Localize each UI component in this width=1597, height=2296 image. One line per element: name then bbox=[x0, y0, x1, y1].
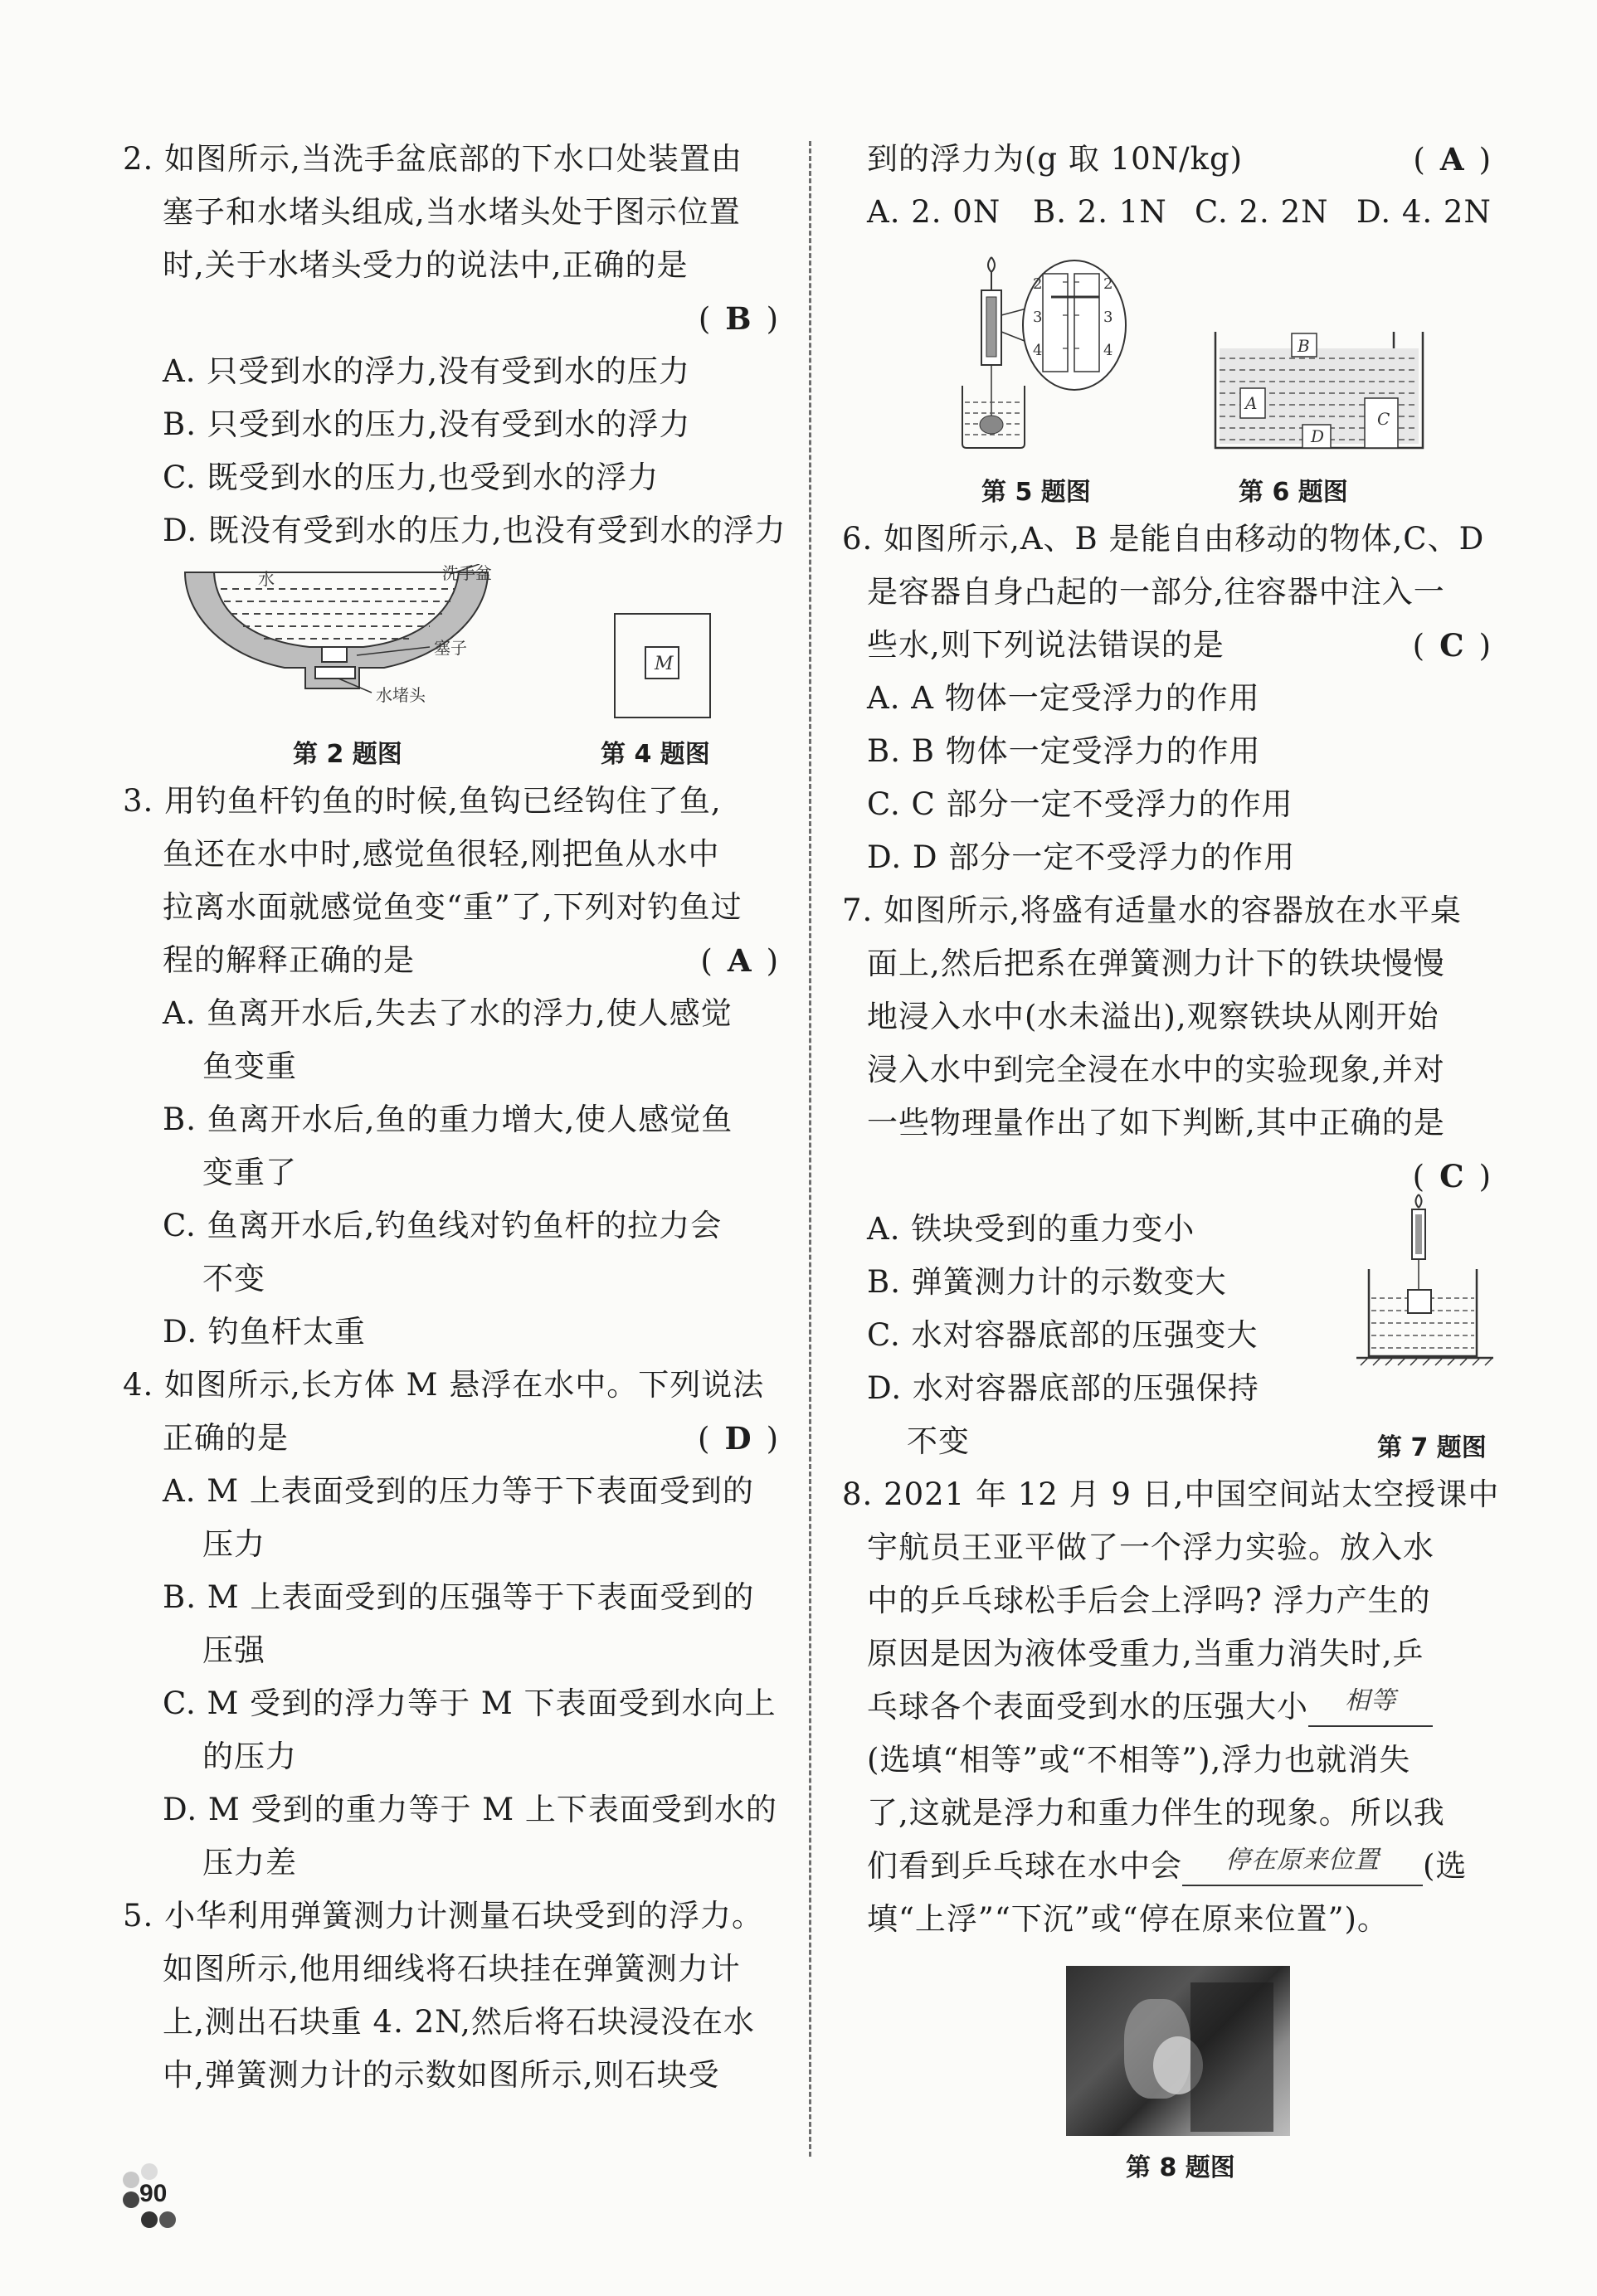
answer-blank-1: 相等 bbox=[1308, 1681, 1433, 1727]
question-text: 一些物理量作出了如下判断,其中正确的是 bbox=[867, 1105, 1445, 1141]
answer-blank-2: 停在原来位置 bbox=[1182, 1840, 1423, 1886]
option-b: B. M 上表面受到的压强等于下表面受到的 bbox=[163, 1579, 755, 1615]
option-c: C. 2. 2N bbox=[1195, 194, 1329, 230]
page-number: 90 bbox=[139, 2180, 168, 2207]
option-a: A. 铁块受到的重力变小 bbox=[867, 1211, 1195, 1247]
figure-7-caption: 第 7 题图 bbox=[1377, 1433, 1487, 1462]
question-text: 中,弹簧测力计的示数如图所示,则石块受 bbox=[163, 2057, 720, 2093]
question-5-cont bbox=[867, 133, 1506, 186]
figure-4-caption: 第 4 题图 bbox=[601, 740, 710, 769]
option-d: D. 钓鱼杆太重 bbox=[163, 1314, 366, 1350]
container-abcd-drawing bbox=[1215, 332, 1423, 448]
question-4 bbox=[123, 1359, 793, 1890]
figure-8 bbox=[867, 1966, 1506, 2182]
question-7 bbox=[842, 884, 1506, 1468]
answer-mark: (C) bbox=[1412, 627, 1506, 664]
question-text: 6. 如图所示,A、B 是能自由移动的物体,C、D bbox=[842, 521, 1485, 557]
left-column bbox=[123, 133, 793, 2102]
tick-2-left: 2 bbox=[1033, 275, 1043, 293]
option-d: D. M 受到的重力等于 M 上下表面受到水的 bbox=[163, 1792, 777, 1827]
option-c: C. C 部分一定不受浮力的作用 bbox=[867, 786, 1293, 822]
question-text: 到的浮力为(g 取 10N/kg) bbox=[867, 141, 1244, 177]
question-text bbox=[123, 934, 793, 987]
option-b: B. 弹簧测力计的示数变大 bbox=[867, 1264, 1227, 1300]
answer-letter: A bbox=[727, 942, 767, 979]
option-d-cont: 不变 bbox=[907, 1423, 970, 1459]
question-text: 了,这就是浮力和重力伴生的现象。所以我 bbox=[867, 1795, 1445, 1831]
label-A: A bbox=[1245, 393, 1258, 413]
option-b-cont: 压强 bbox=[202, 1632, 265, 1668]
tick-2-right: 2 bbox=[1103, 275, 1113, 293]
question-text-part: 们看到乒乓球在水中会 bbox=[867, 1848, 1182, 1884]
column-divider bbox=[809, 141, 811, 2157]
hex-dot bbox=[141, 2211, 158, 2228]
option-d: D. D 部分一定不受浮力的作用 bbox=[867, 839, 1296, 875]
question-text bbox=[867, 619, 1506, 672]
question-text: 上,测出石块重 4. 2N,然后将石块浸没在水 bbox=[163, 2004, 755, 2040]
space-class-photo bbox=[1066, 1966, 1290, 2136]
question-text: 8. 2021 年 12 月 9 日,中国空间站太空授课中 bbox=[842, 1476, 1500, 1512]
option-d: D. 水对容器底部的压强保持 bbox=[867, 1370, 1259, 1406]
question-text: 2. 如图所示,当洗手盆底部的下水口处装置由 bbox=[123, 141, 743, 177]
option-c-cont: 的压力 bbox=[202, 1739, 297, 1774]
question-text bbox=[867, 1681, 1506, 1734]
tick-3-left: 3 bbox=[1033, 309, 1043, 326]
figure-5-caption: 第 5 题图 bbox=[981, 478, 1091, 507]
option-d: D. 4. 2N bbox=[1356, 194, 1492, 230]
question-text: 填“上浮”“下沉”或“停在原来位置”)。 bbox=[867, 1901, 1389, 1937]
question-text: 中的乒乓球松手后会上浮吗? 浮力产生的 bbox=[867, 1583, 1431, 1618]
answer-letter: A bbox=[1439, 141, 1479, 178]
tick-4-left: 4 bbox=[1033, 342, 1043, 359]
answer-mark: (B) bbox=[698, 300, 793, 337]
plug-label: 塞子 bbox=[434, 638, 467, 658]
question-text-part: 乓球各个表面受到水的压强大小 bbox=[867, 1689, 1308, 1724]
water-label: 水 bbox=[258, 569, 275, 589]
option-a: A. 鱼离开水后,失去了水的浮力,使人感觉 bbox=[163, 995, 733, 1031]
hex-dot bbox=[141, 2163, 158, 2180]
answer-letter: B bbox=[725, 300, 767, 337]
option-b: B. B 物体一定受浮力的作用 bbox=[867, 733, 1261, 769]
question-3 bbox=[123, 775, 793, 1359]
question-text: 如图所示,他用细线将石块挂在弹簧测力计 bbox=[163, 1951, 741, 1987]
figures-2-4 bbox=[123, 557, 793, 775]
question-text: (选填“相等”或“不相等”),浮力也就消失 bbox=[867, 1742, 1411, 1778]
option-d: D. 既没有受到水的压力,也没有受到水的浮力 bbox=[163, 513, 786, 548]
figures-5-6 bbox=[867, 239, 1506, 513]
answer-mark: (A) bbox=[1413, 141, 1506, 178]
question-text: 鱼还在水中时,感觉鱼很轻,刚把鱼从水中 bbox=[163, 836, 720, 872]
hex-dot bbox=[123, 2191, 139, 2208]
option-a: A. A 物体一定受浮力的作用 bbox=[867, 680, 1260, 716]
label-B: B bbox=[1298, 336, 1310, 356]
question-2 bbox=[123, 133, 793, 557]
answer-mark: (C) bbox=[1412, 1158, 1506, 1194]
question-text bbox=[123, 1412, 793, 1465]
figure-2-caption: 第 2 题图 bbox=[293, 740, 402, 769]
question-8 bbox=[842, 1468, 1506, 1946]
question-text: 4. 如图所示,长方体 M 悬浮在水中。下列说法 bbox=[123, 1367, 765, 1403]
option-a: A. M 上表面受到的压力等于下表面受到的 bbox=[163, 1473, 754, 1509]
question-text: 浸入水中到完全浸在水中的实验现象,并对 bbox=[867, 1052, 1445, 1087]
option-b-cont: 变重了 bbox=[202, 1155, 297, 1190]
question-6 bbox=[842, 513, 1506, 884]
answer-mark: (D) bbox=[698, 1420, 793, 1457]
option-a-cont: 压力 bbox=[202, 1526, 265, 1562]
question-text: 原因是因为液体受重力,当重力消失时,乒 bbox=[867, 1636, 1424, 1671]
question-text: 面上,然后把系在弹簧测力计下的铁块慢慢 bbox=[867, 946, 1445, 981]
right-column bbox=[842, 133, 1506, 2182]
option-c: C. 鱼离开水后,钓鱼线对钓鱼杆的拉力会 bbox=[163, 1208, 723, 1243]
basin-diagram bbox=[123, 564, 793, 730]
answer-letter: D bbox=[724, 1420, 767, 1457]
container-with-M bbox=[615, 614, 710, 718]
question-5-options bbox=[867, 186, 1506, 239]
option-c-cont: 不变 bbox=[202, 1261, 265, 1296]
question-5 bbox=[123, 1890, 793, 2102]
tank-with-spring-scale-drawing bbox=[1352, 1186, 1502, 1410]
option-b: B. 鱼离开水后,鱼的重力增大,使人感觉鱼 bbox=[163, 1102, 733, 1137]
answer-line bbox=[123, 292, 793, 345]
hex-dot bbox=[159, 2211, 176, 2228]
question-text: 7. 如图所示,将盛有适量水的容器放在水平桌 bbox=[842, 893, 1462, 928]
answer-mark: (A) bbox=[700, 942, 793, 979]
question-text: 拉离水面就感觉鱼变“重”了,下列对钓鱼过 bbox=[163, 889, 743, 925]
question-text: 宇航员王亚平做了一个浮力实验。放入水 bbox=[867, 1530, 1434, 1565]
question-7-options-figure bbox=[867, 1203, 1506, 1468]
question-text: 5. 小华利用弹簧测力计测量石块受到的浮力。 bbox=[123, 1898, 764, 1934]
tick-4-right: 4 bbox=[1103, 342, 1113, 359]
tick-3-right: 3 bbox=[1103, 309, 1113, 326]
block-M-label: M bbox=[655, 654, 674, 674]
answer-letter: C bbox=[1439, 1158, 1479, 1194]
option-d-cont: 压力差 bbox=[202, 1845, 297, 1880]
question-text: 是容器自身凸起的一部分,往容器中注入一 bbox=[867, 574, 1445, 610]
option-a-cont: 鱼变重 bbox=[202, 1048, 297, 1084]
hex-dot bbox=[123, 2172, 139, 2188]
label-C: C bbox=[1377, 409, 1390, 429]
label-D: D bbox=[1311, 426, 1325, 446]
question-text: 塞子和水堵头组成,当水堵头处于图示位置 bbox=[163, 194, 741, 230]
option-a: A. 只受到水的浮力,没有受到水的压力 bbox=[163, 353, 691, 389]
question-text: 地浸入水中(水未溢出),观察铁块从刚开始 bbox=[867, 999, 1439, 1034]
question-text-end: 程的解释正确的是 bbox=[163, 942, 415, 978]
question-text: 时,关于水堵头受力的说法中,正确的是 bbox=[163, 247, 689, 283]
figure-6-caption: 第 6 题图 bbox=[1239, 478, 1348, 507]
answer-letter: C bbox=[1439, 627, 1479, 664]
figure-8-caption: 第 8 题图 bbox=[1126, 2153, 1235, 2182]
stopper-label: 水堵头 bbox=[376, 685, 426, 705]
basin-label: 洗手盆 bbox=[442, 564, 492, 583]
figures-5-6-drawing bbox=[867, 249, 1506, 473]
option-c: C. M 受到的浮力等于 M 下表面受到水向上 bbox=[163, 1686, 777, 1721]
question-text bbox=[867, 1840, 1506, 1893]
option-c: C. 水对容器底部的压强变大 bbox=[867, 1317, 1259, 1353]
question-text-end: 正确的是 bbox=[163, 1420, 289, 1456]
option-a: A. 2. 0N bbox=[867, 194, 1001, 230]
spring-scale-drawing bbox=[962, 257, 1126, 448]
option-c: C. 既受到水的压力,也受到水的浮力 bbox=[163, 460, 660, 495]
option-b: B. 2. 1N bbox=[1033, 194, 1167, 230]
option-b: B. 只受到水的压力,没有受到水的浮力 bbox=[163, 406, 691, 442]
question-text-part: (选 bbox=[1423, 1848, 1468, 1884]
question-text: 3. 用钓鱼杆钓鱼的时候,鱼钩已经钩住了鱼, bbox=[123, 783, 722, 819]
question-text-end: 些水,则下列说法错误的是 bbox=[867, 627, 1225, 663]
